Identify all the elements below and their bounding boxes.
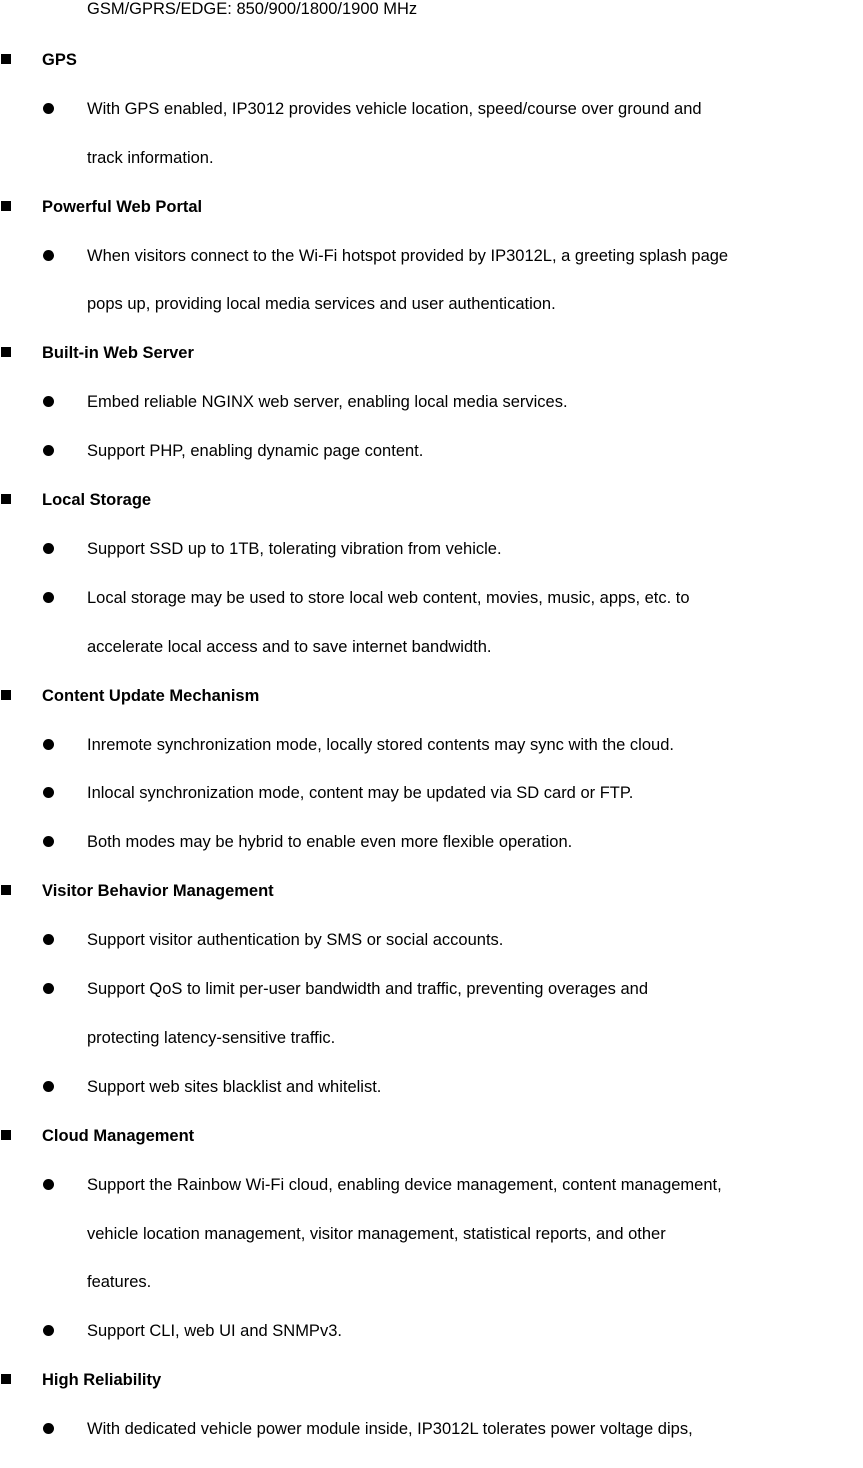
bullet-text: Support the Rainbow Wi-Fi cloud, enabling device management, content management, — [87, 1175, 722, 1194]
section-heading-text: Powerful Web Portal — [42, 197, 203, 216]
bullet-text: track information. — [87, 148, 214, 167]
section-heading — [0, 881, 863, 930]
square-bullet-icon — [1, 1130, 11, 1140]
bullet-text: Both modes may be hybrid to enable even more flexible operation. — [87, 833, 573, 852]
round-bullet-icon — [43, 836, 54, 847]
bullet-item — [0, 1175, 863, 1224]
bullet-item — [0, 539, 863, 588]
bullet-text: accelerate local access and to save internet bandwidth. — [87, 637, 492, 656]
bullet-item — [0, 588, 863, 637]
square-bullet-icon — [1, 494, 11, 504]
bullet-item — [0, 832, 863, 881]
bullet-text: Support SSD up to 1TB, tolerating vibration from vehicle. — [87, 539, 502, 558]
spec-continuation-line — [0, 0, 863, 48]
bullet-text: Inlocal synchronization mode, content may be updated via SD card or FTP. — [87, 784, 634, 803]
bullet-text: Support QoS to limit per-user bandwidth and traffic, preventing overages and — [87, 980, 649, 998]
bullet-item — [0, 979, 863, 1028]
round-bullet-icon — [43, 445, 54, 456]
bullet-item — [0, 1419, 863, 1468]
bullet-item-continuation — [0, 294, 863, 343]
bullet-text: Embed reliable NGINX web server, enabling local media services. — [87, 393, 568, 412]
bullet-item — [0, 783, 863, 832]
bullet-text: When visitors connect to the Wi-Fi hotspot provided by IP3012L, a greeting splash page — [87, 246, 729, 265]
section-heading-text: Built-in Web Server — [42, 344, 194, 363]
round-bullet-icon — [43, 787, 54, 798]
bullet-text: Local storage may be used to store local web content, movies, music, apps, etc. to — [87, 588, 690, 607]
round-bullet-icon — [43, 739, 54, 750]
section-heading-text: GPS — [42, 50, 77, 69]
section-heading-text: High Reliability — [42, 1371, 162, 1390]
bullet-item — [0, 1321, 863, 1370]
round-bullet-icon — [43, 1179, 54, 1190]
bullet-text: Support PHP, enabling dynamic page content. — [87, 442, 424, 461]
section-heading-text: Visitor Behavior Management — [42, 882, 274, 901]
bullet-item — [0, 392, 863, 441]
section-heading-text: Local Storage — [42, 491, 152, 509]
square-bullet-icon — [1, 54, 11, 64]
section-heading-text: Content Update Mechanism — [42, 686, 260, 705]
section-heading — [0, 343, 863, 392]
section-heading — [0, 1370, 863, 1419]
round-bullet-icon — [43, 250, 54, 261]
bullet-text: vehicle location management, visitor management, statistical reports, and other — [87, 1224, 666, 1243]
bullet-item — [0, 930, 863, 979]
bullet-text: Support visitor authentication by SMS or social accounts. — [87, 931, 504, 950]
round-bullet-icon — [43, 1081, 54, 1092]
round-bullet-icon — [43, 934, 54, 945]
round-bullet-icon — [43, 103, 54, 114]
square-bullet-icon — [1, 1374, 11, 1384]
square-bullet-icon — [1, 690, 11, 700]
square-bullet-icon — [1, 347, 11, 357]
bullet-item-continuation — [0, 1272, 863, 1321]
section-heading — [0, 50, 863, 99]
bullet-item — [0, 441, 863, 490]
bullet-item — [0, 1077, 863, 1126]
bullet-item-continuation — [0, 637, 863, 686]
section-heading-text: Cloud Management — [42, 1126, 195, 1145]
bullet-text: With GPS enabled, IP3012 provides vehicle location, speed/course over ground and — [87, 99, 702, 118]
bullet-text: pops up, providing local media services and user authentication. — [87, 295, 556, 314]
bullet-text: GSM/GPRS/EDGE: 850/900/1800/1900 MHz — [87, 0, 418, 18]
round-bullet-icon — [43, 543, 54, 554]
bullet-item-continuation — [0, 1028, 863, 1077]
section-heading — [0, 1126, 863, 1175]
square-bullet-icon — [1, 885, 11, 895]
bullet-item-continuation — [0, 1224, 863, 1273]
bullet-text: Support web sites blacklist and whitelist. — [87, 1077, 382, 1096]
bullet-text: Support CLI, web UI and SNMPv3. — [87, 1322, 342, 1341]
bullet-item — [0, 735, 863, 784]
bullet-item — [0, 99, 863, 148]
section-heading — [0, 197, 863, 246]
round-bullet-icon — [43, 1325, 54, 1336]
bullet-item-continuation — [0, 148, 863, 197]
section-heading — [0, 686, 863, 735]
bullet-text: With dedicated vehicle power module inside, IP3012L tolerates power voltage dips, — [87, 1420, 693, 1439]
round-bullet-icon — [43, 396, 54, 407]
square-bullet-icon — [1, 201, 11, 211]
bullet-text: protecting latency-sensitive traffic. — [87, 1028, 336, 1047]
bullet-text: Inremote synchronization mode, locally stored contents may sync with the cloud. — [87, 735, 674, 754]
round-bullet-icon — [43, 983, 54, 994]
bullet-item — [0, 246, 863, 295]
round-bullet-icon — [43, 1423, 54, 1434]
section-heading — [0, 490, 863, 539]
bullet-text: features. — [87, 1273, 152, 1292]
round-bullet-icon — [43, 592, 54, 603]
